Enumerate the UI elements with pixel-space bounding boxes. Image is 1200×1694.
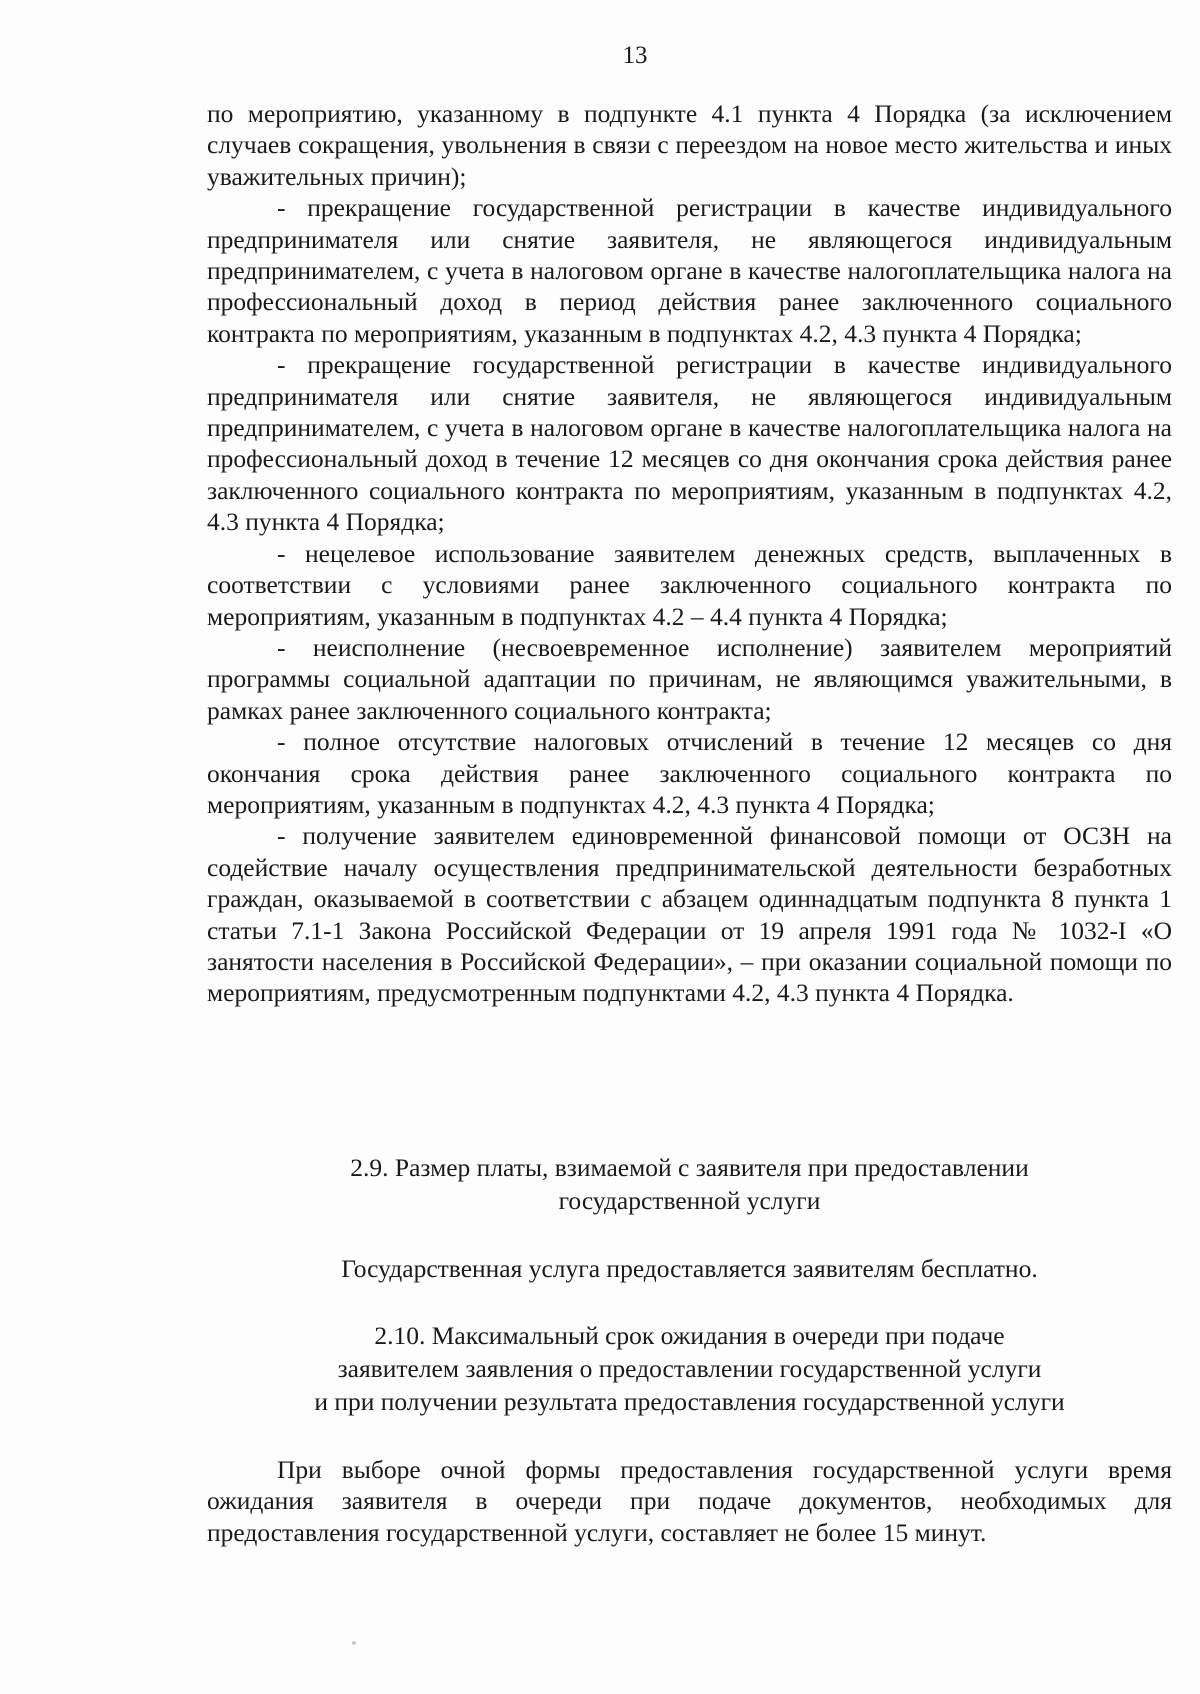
section-heading-2-9-line-1: 2.9. Размер платы, взимаемой с заявителя при предоставлении: [350, 1153, 1029, 1182]
paragraph-bullet-1: - прекращение государственной регистрации в качестве индивидуального предпринимателя или снятие заявителя, не являющегося индивидуальным предпринимателем, с учета в налоговом органе в качестве налогоплательщика налога на профессиональный доход в период действия ранее заключенного социального контракта по мероприятиям, указанным в подпунктах 4.2, 4.3 пункта 4 Порядка;: [207, 193, 1172, 348]
section-heading-2-10-line-1: 2.10. Максимальный срок ожидания в очереди при подаче: [374, 1321, 1005, 1350]
paragraph-bullet-4: - неисполнение (несвоевременное исполнение) заявителем мероприятий программы социальной адаптации по причинам, не являющимся уважительными, в рамках ранее заключенного социального контракта;: [207, 632, 1172, 725]
paragraph-bullet-3: - нецелевое использование заявителем денежных средств, выплаченных в соответствии с условиями ранее заключенного социального контракта по мероприятиям, указанным в подпунктах 4.2 – 4.4 пункта 4 Порядка;: [207, 538, 1172, 631]
section-heading-2-9: [207, 1151, 1172, 1217]
section-2-9-body: Государственная услуга предоставляется заявителям бесплатно.: [341, 1254, 1038, 1283]
section-heading-2-9-line-2: государственной услуги: [558, 1186, 821, 1215]
paragraph-bullet-6: - получение заявителем единовременной финансовой помощи от ОСЗН на содействие началу осуществления предпринимательской деятельности безработных граждан, оказываемой в соответствии с абзацем одиннадцатым подпункта 8 пункта 1 статьи 7.1-1 Закона Российской Федерации от 19 апреля 1991 года № 1032-I «О занятости населения в Российской Федерации», – при оказании социальной помощи по мероприятиям, предусмотренным подпунктами 4.2, 4.3 пункта 4 Порядка.: [207, 821, 1172, 1008]
section-2-10-body-block: [207, 1454, 1172, 1548]
page-number: 13: [622, 42, 648, 69]
body-text-top: [207, 98, 1172, 1009]
section-2-10-body: При выборе очной формы предоставления государственной услуги время ожидания заявителя в очереди при подаче документов, необходимых для предоставления государственной услуги, составляет не более 15 минут.: [207, 1455, 1172, 1547]
section-heading-2-10: [207, 1319, 1172, 1418]
paragraph-bullet-2: - прекращение государственной регистрации в качестве индивидуального предпринимателя или снятие заявителя, не являющегося индивидуальным предпринимателем, с учета в налоговом органе в качестве налогоплательщика налога на профессиональный доход в течение 12 месяцев со дня окончания срока действия ранее заключенного социального контракта по мероприятиям, указанным в подпунктах 4.2, 4.3 пункта 4 Порядка;: [207, 350, 1172, 537]
paragraph-bullet-5: - полное отсутствие налоговых отчислений в течение 12 месяцев со дня окончания срока действия ранее заключенного социального контракта по мероприятиям, указанным в подпунктах 4.2, 4.3 пункта 4 Порядка;: [207, 727, 1172, 819]
section-heading-2-10-line-3: и при получении результата предоставления государственной услуги: [314, 1387, 1065, 1416]
section-heading-2-10-line-2: заявителем заявления о предоставлении государственной услуги: [337, 1354, 1042, 1383]
paragraph-continuation: по мероприятию, указанному в подпункте 4.1 пункта 4 Порядка (за исключением случаев сокращения, увольнения в связи с переездом на новое место жительства и иных уважительных причин);: [207, 99, 1172, 191]
scan-artifact-dot: [352, 1641, 356, 1645]
